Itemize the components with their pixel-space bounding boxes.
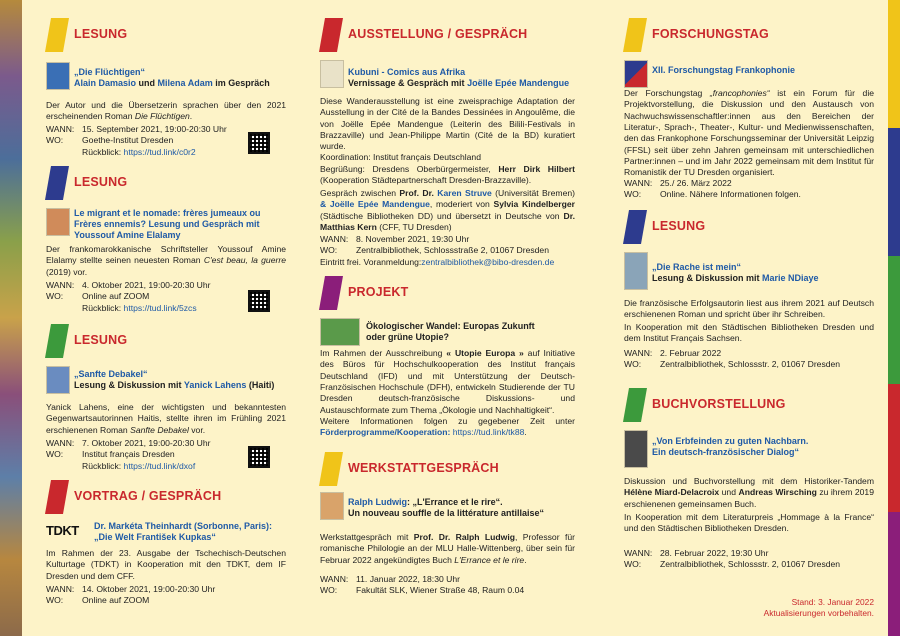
column-1 bbox=[46, 0, 286, 636]
status-note: Stand: 3. Januar 2022 Aktualisierungen vorbehalten. bbox=[763, 597, 874, 619]
section-heading: LESUNG bbox=[74, 175, 128, 189]
event-description: Yanick Lahens, eine der wichtigsten und bekanntesten Gegenwartsautorinnen Haitis, stellte ihren im Frühling 2021 erschienenen Roman Sanfte Debakel vor. bbox=[46, 402, 286, 435]
section-flag bbox=[319, 18, 343, 52]
section-flag bbox=[319, 276, 343, 310]
section-heading: FORSCHUNGSTAG bbox=[652, 27, 769, 41]
section-heading: WERKSTATTGESPRÄCH bbox=[348, 461, 499, 475]
section-flag bbox=[45, 166, 69, 200]
section-flag bbox=[45, 480, 69, 514]
book-cover-image bbox=[624, 430, 648, 468]
cooperation-text: In Kooperation mit dem Literaturpreis „Hommage à la France“ und den Städtischen Bibliotheken Dresden. bbox=[624, 512, 874, 534]
event-title: Ökologischer Wandel: Europas Zukunft oder grüne Utopie? bbox=[366, 321, 535, 342]
gespraech-text: Gespräch zwischen Prof. Dr. Karen Struve (Universität Bremen) & Joëlle Epée Mandengue, moderiert von Sylvia Kindelberger (Städtische Bibliotheken DD) und übersetzt in Deutsche von Dr. Matthias Kern (CFF, TU Dresden) bbox=[320, 188, 575, 233]
event-description: Diskussion und Buchvorstellung mit dem Historiker-Tandem Hélène Miard-Delacroix und Andreas Wirsching zu ihrem 2019 erschienenen gemeinsamen Buch. bbox=[624, 476, 874, 509]
event-description: Werkstattgespräch mit Prof. Dr. Ralph Ludwig, Professor für romanische Philologie an der MLU Halle-Wittenberg, über sein für Februar 2022 angekündigtes Buch L'Errance et le rire. bbox=[320, 532, 575, 565]
event-info: WANN: 25./ 26. März 2022 WO: Online. Nähere Informationen folgen. bbox=[624, 178, 801, 200]
column-3 bbox=[624, 0, 874, 636]
section-flag bbox=[623, 18, 647, 52]
qr-code bbox=[248, 132, 270, 154]
exhibition-poster-image bbox=[320, 60, 344, 88]
tdkt-logo: TDKT bbox=[46, 523, 79, 538]
event-info: WANN: 11. Januar 2022, 18:30 Uhr WO: Fakultät SLK, Wiener Straße 48, Raum 0.04 bbox=[320, 574, 525, 596]
decorative-left-strip bbox=[0, 0, 22, 636]
event-description: Der Forschungstag „francophonies“ ist ein Forum für die Projektvorstellung, die Diskussion und den Austausch von Nachwuchswissenschaftler:innen aus den Bereichen der Literatur-, Sprach-, Theater-, Kultur- und Medienwissenschaften, den das Frankophone Forschungsseminar der Universität Leipzig (FFSL) seit über zehn Jahren gemeinsam mit unterschiedlichen Partner:innen – und im Jahr 2022 gemeinsam mit dem Institut für Romanistik der TU Dresden organisiert. bbox=[624, 88, 875, 178]
event-title: Le migrant et le nomade: frères jumeaux ou Frères ennemis? Lesung und Gespräch mit Youssouf Amine Elalamy bbox=[74, 208, 261, 240]
column-2 bbox=[320, 0, 575, 636]
forschungstag-logo bbox=[624, 60, 648, 88]
book-cover-image bbox=[46, 208, 70, 236]
section-heading: AUSSTELLUNG / GESPRÄCH bbox=[348, 27, 528, 41]
event-title: „Sanfte Debakel“ Lesung & Diskussion mit Yanick Lahens (Haiti) bbox=[74, 369, 275, 390]
project-link[interactable]: https://tud.link/tk88 bbox=[450, 427, 525, 438]
cooperation-text: In Kooperation mit den Städtischen Bibliotheken Dresden und dem Institut Français Sachsen. bbox=[624, 322, 874, 344]
event-info: WANN: 2. Februar 2022 WO: Zentralbibliothek, Schlossstr. 2, 01067 Dresden bbox=[624, 348, 841, 370]
event-title: Dr. Markéta Theinhardt (Sorbonne, Paris): „Die Welt František Kupkas“ bbox=[94, 521, 273, 542]
section-flag bbox=[319, 452, 343, 486]
event-title: XII. Forschungstag Frankophonie bbox=[652, 65, 796, 75]
qr-code bbox=[248, 446, 270, 468]
author-photo bbox=[624, 252, 648, 290]
globe-plant-image bbox=[320, 318, 360, 346]
event-description: Diese Wanderausstellung ist eine zweisprachige Adaptation der Ausstellung in der Cité de la Bandes Dessinées in Angoulême, die von Joëlle Epée Mandengue (Leiterin des Bilili-Festivals in Brazzaville) und Jean-Philippe Martin (Cité de la BD) kuratiert wurde. bbox=[320, 96, 575, 152]
event-description: Der Autor und die Übersetzerin sprachen über den 2021 erscheinenden Roman Die Flüchtigen. bbox=[46, 100, 286, 122]
event-info: WANN: 15. September 2021, 19:00-20:30 Uhr WO: Goethe-Institut Dresden Rückblick: https://tud.link/c0r2 bbox=[46, 124, 227, 157]
section-flag bbox=[45, 324, 69, 358]
book-cover-image bbox=[320, 492, 344, 520]
event-info: WANN: 8. November 2021, 19:30 Uhr WO: Zentralbibliothek, Schlossstraße 2, 01067 Dresden Eintritt frei. Voranmeldung: zentralbibliothek@bibo-dresden.de bbox=[320, 234, 555, 267]
event-description: Im Rahmen der Ausschreibung « Utopie Europa » auf Initiative des Büros für Hochschulkooperation des Institut français Deutschland (IFD) und mit Unterstützung der Deutsch-Französischen Hochschule (DFH), entwickeln Studierende der TU Dresden deutsch-französische Diskussions- und Austauschformate zum Thema „Ökologie und Nachhaltigkeit“. bbox=[320, 348, 575, 415]
section-heading: LESUNG bbox=[74, 333, 128, 347]
section-heading: LESUNG bbox=[652, 219, 706, 233]
event-info: WANN: 7. Oktober 2021, 19:00-20:30 Uhr WO: Institut français Dresden Rückblick: https://tud.link/dxof bbox=[46, 438, 211, 471]
event-title: „Die Flüchtigen“ Alain Damasio und Milena Adam im Gespräch bbox=[74, 67, 270, 88]
begruessung-text: Begrüßung: Dresdens Oberbürgermeister, Herr Dirk Hilbert (Kooperation Städtepartnerschaft Dresden-Brazzaville). bbox=[320, 164, 575, 186]
qr-code bbox=[248, 290, 270, 312]
event-title: „Von Erbfeinden zu guten Nachbarn. Ein deutsch-französischer Dialog“ bbox=[652, 436, 809, 457]
event-title: „Die Rache ist mein“ Lesung & Diskussion mit Marie NDiaye bbox=[652, 262, 819, 283]
event-info: WANN: 28. Februar 2022, 19:30 Uhr WO: Zentralbibliothek, Schlossstr. 2, 01067 Dresden bbox=[624, 548, 841, 570]
author-photo bbox=[46, 366, 70, 394]
event-description: Die französische Erfolgsautorin liest aus ihrem 2021 auf Deutsch erschienenen Roman und spricht über ihr Schreiben. bbox=[624, 298, 874, 320]
section-heading: LESUNG bbox=[74, 27, 128, 41]
event-info: WANN: 4. Oktober 2021, 19:00-20:30 Uhr WO: Online auf ZOOM Rückblick: https://tud.link/5zcs bbox=[46, 280, 211, 313]
decorative-right-strip bbox=[888, 0, 900, 636]
event-description: Der frankomarokkanische Schriftsteller Youssouf Amine Elalamy stellte seinen neuesten Roman C'est beau, la guerre (2019) vor. bbox=[46, 244, 286, 277]
email-link[interactable]: zentralbibliothek@bibo-dresden.de bbox=[421, 256, 555, 267]
section-flag bbox=[45, 18, 69, 52]
section-flag bbox=[623, 210, 647, 244]
koordination-text: Koordination: Institut français Deutschland bbox=[320, 152, 481, 162]
rueckblick-link[interactable]: https://tud.link/c0r2 bbox=[123, 146, 196, 157]
section-heading: BUCHVORSTELLUNG bbox=[652, 397, 786, 411]
event-title: Kubuni - Comics aus Afrika Vernissage & Gespräch mit Joëlle Epée Mandengue bbox=[348, 67, 570, 88]
more-info-text: Weitere Informationen folgen zu gegebener Zeit unter Förderprogramme/Kooperation: https://tud.link/tk88. bbox=[320, 416, 575, 438]
section-flag bbox=[623, 388, 647, 422]
event-info: WANN: 14. Oktober 2021, 19:00-20:30 Uhr WO: Online auf ZOOM bbox=[46, 584, 216, 606]
section-heading: VORTRAG / GESPRÄCH bbox=[74, 489, 222, 503]
rueckblick-link[interactable]: https://tud.link/dxof bbox=[123, 460, 196, 471]
event-title: Ralph Ludwig: „L'Errance et le rire“. Un nouveau souffle de la littérature antillaise“ bbox=[348, 497, 545, 518]
event-description: Im Rahmen der 23. Ausgabe der Tschechisch-Deutschen Kulturtage (TDKT) in Kooperation mit den TDKT, dem IF Dresden und dem CFF. bbox=[46, 548, 286, 581]
rueckblick-link[interactable]: https://tud.link/5zcs bbox=[123, 302, 197, 313]
book-cover-image bbox=[46, 62, 70, 90]
section-heading: PROJEKT bbox=[348, 285, 409, 299]
